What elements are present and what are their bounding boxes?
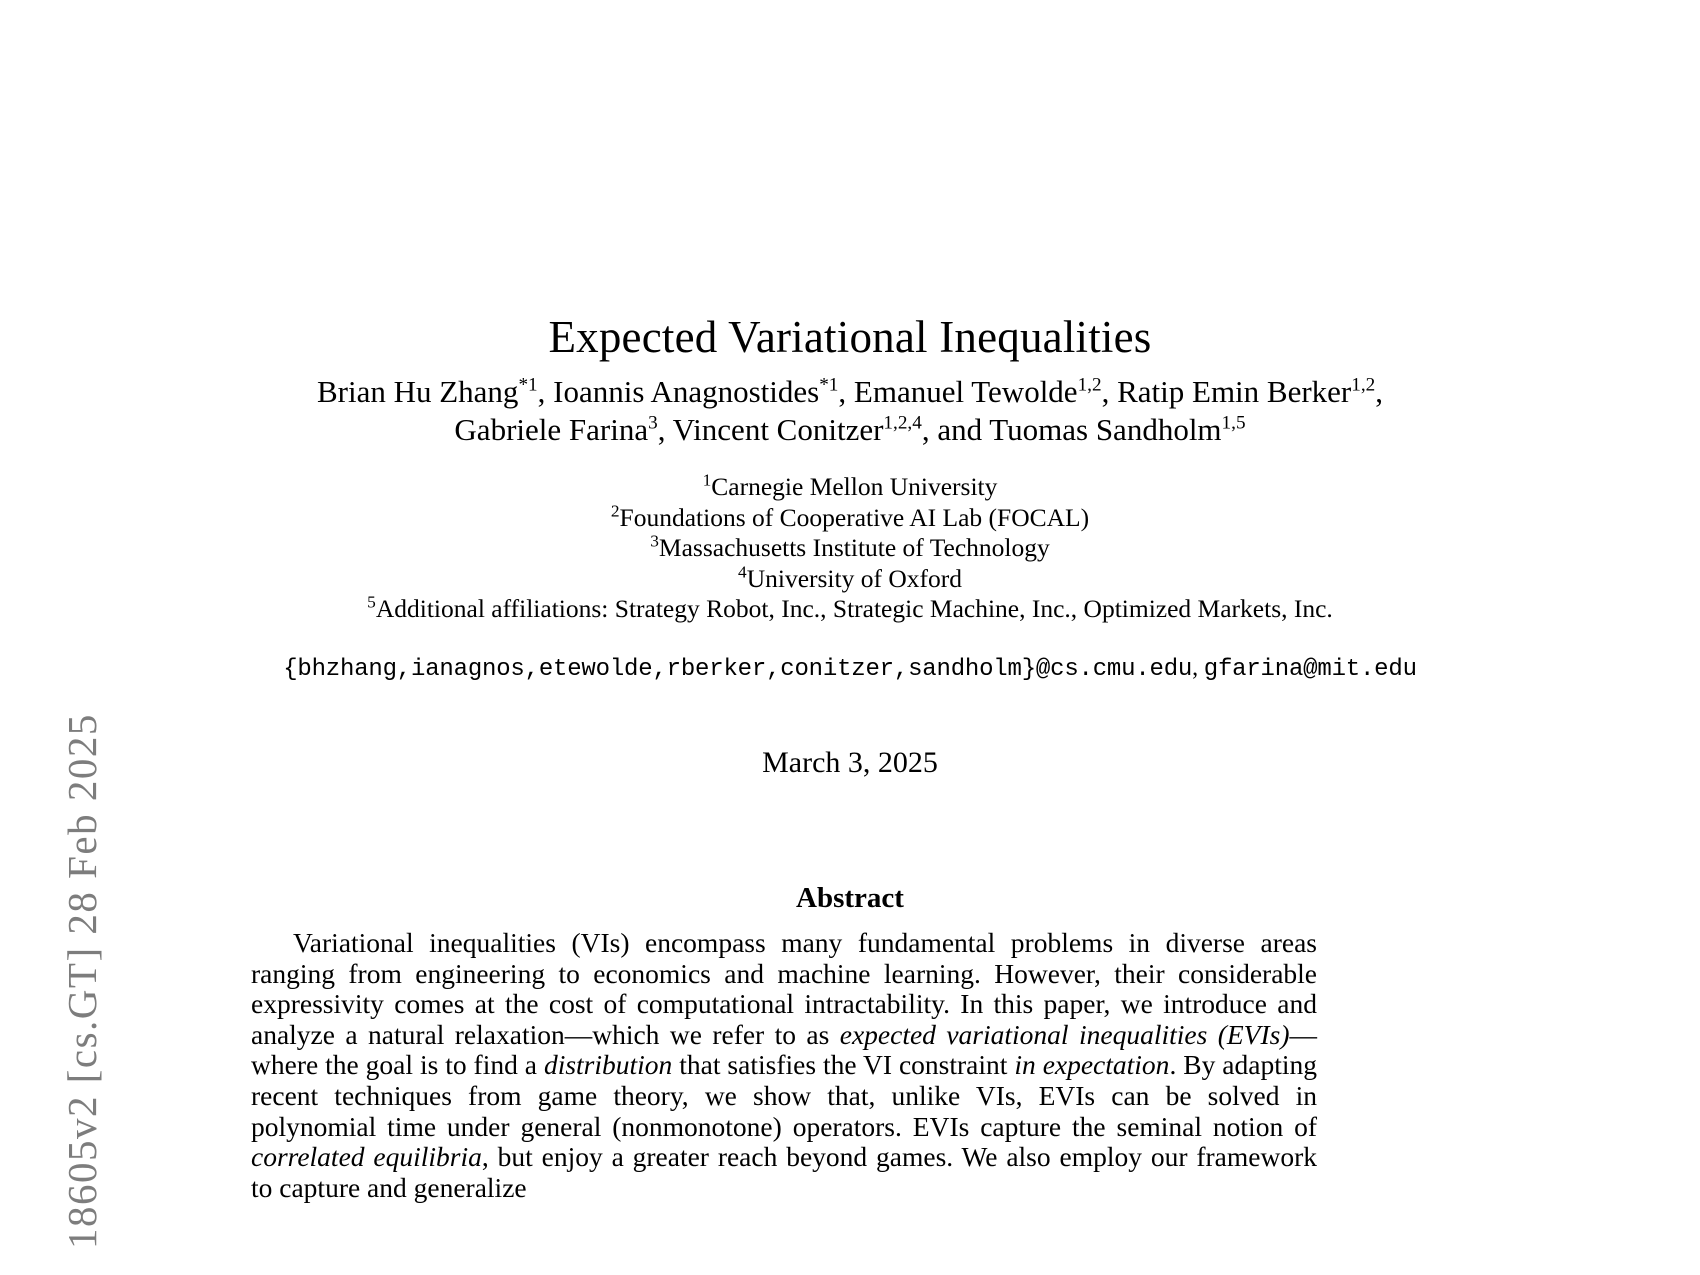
abstract-text: Variational inequalities (VIs) encompass many fundamental problems in diverse areas ranging from engineering to economics and machine learning. However, their considerable expressivity comes at the cost of computational intractability. In this paper, we introduce and analyze a natural relaxation—which we refer to as [251, 927, 1317, 1050]
abstract-emphasis: correlated equilibria [251, 1141, 482, 1173]
abstract-emphasis: distribution [543, 1049, 673, 1081]
affiliation-text: Foundations of Cooperative AI Lab (FOCAL) [619, 502, 1090, 532]
author-name: Ratip Emin Berker [1117, 374, 1352, 409]
abstract-heading: Abstract [796, 882, 904, 914]
email-single-address[interactable]: gfarina@mit.edu [1203, 656, 1417, 683]
author-affiliation-marker: *1 [819, 374, 839, 396]
affiliation-item [190, 533, 1510, 564]
email-separator: , [1192, 655, 1204, 681]
author-affiliation-marker: *1 [518, 374, 538, 396]
author-name: Gabriele Farina [454, 412, 649, 447]
email-group-address[interactable]: {bhzhang,ianagnos,etewolde,rberker,conitzer,sandholm}@cs.cmu.edu [283, 656, 1193, 683]
author-affiliation-marker: 1,2 [1351, 374, 1376, 396]
author-affiliation-marker: 3 [648, 412, 658, 434]
author-line-1: Brian Hu Zhang$^{*1}$, Ioannis Anagnostides$^{*1}$, Emanuel Tewolde$^{1,2}$, Ratip Emin Berker$^{1,2}$, [316, 374, 1384, 409]
affiliation-text: Massachusetts Institute of Technology [658, 533, 1050, 562]
arxiv-identifier-stamp: 18605v2 [cs.GT] 28 Feb 2025 [59, 713, 105, 1249]
author-line-2: Gabriele Farina$^3$, Vincent Conitzer$^{1,2,4}$, and Tuomas Sandholm$^{1,5}$ [454, 412, 1246, 447]
abstract-text: . By adapting recent techniques from game theory, we show that, unlike VIs, EVIs can be solved in polynomial time under general (nonmonotone) operators. EVIs capture the seminal notion of [251, 1049, 1317, 1142]
abstract-body [251, 928, 1317, 1203]
author-list [190, 373, 1510, 449]
affiliation-list [190, 472, 1510, 625]
abstract-text: —where the goal is to find a [251, 1018, 1317, 1081]
page-title: Expected Variational Inequalities [548, 312, 1152, 363]
abstract-text: that satisfies the VI constraint [672, 1049, 1015, 1081]
affiliation-marker: 4 [738, 562, 747, 581]
abstract-emphasis: in expectation [1014, 1049, 1170, 1081]
author-name: Emanuel Tewolde [853, 374, 1078, 409]
affiliation-item [190, 594, 1510, 625]
author-name: Brian Hu Zhang [316, 374, 519, 409]
author-affiliation-marker: 1,2 [1077, 374, 1102, 396]
publication-date: March 3, 2025 [762, 746, 938, 779]
abstract-paragraph [251, 928, 1317, 1203]
author-affiliation-marker: 1,5 [1221, 412, 1246, 434]
affiliation-text: University of Oxford [746, 563, 962, 593]
author-name: Vincent Conitzer [672, 412, 884, 447]
affiliation-marker: 1 [702, 470, 712, 490]
affiliation-text: Carnegie Mellon University [711, 472, 998, 501]
author-name: Ioannis Anagnostides [553, 374, 820, 409]
contact-emails [190, 655, 1510, 683]
abstract-emphasis: expected variational inequalities (EVIs) [839, 1018, 1290, 1050]
affiliation-text: Additional affiliations: Strategy Robot, Inc., Strategic Machine, Inc., Optimized Markets, Inc. [375, 594, 1333, 623]
author-affiliation-marker: 1,2,4 [883, 412, 922, 434]
affiliation-marker: 2 [610, 501, 620, 520]
affiliation-item [190, 564, 1510, 595]
affiliation-item [190, 503, 1510, 534]
affiliation-item [190, 472, 1510, 503]
affiliation-marker: 3 [650, 531, 659, 551]
abstract-text: , but enjoy a greater reach beyond games. We also employ our framework to capture and generalize [251, 1141, 1317, 1203]
affiliation-marker: 5 [367, 592, 376, 612]
author-name: Tuomas Sandholm [989, 412, 1222, 447]
